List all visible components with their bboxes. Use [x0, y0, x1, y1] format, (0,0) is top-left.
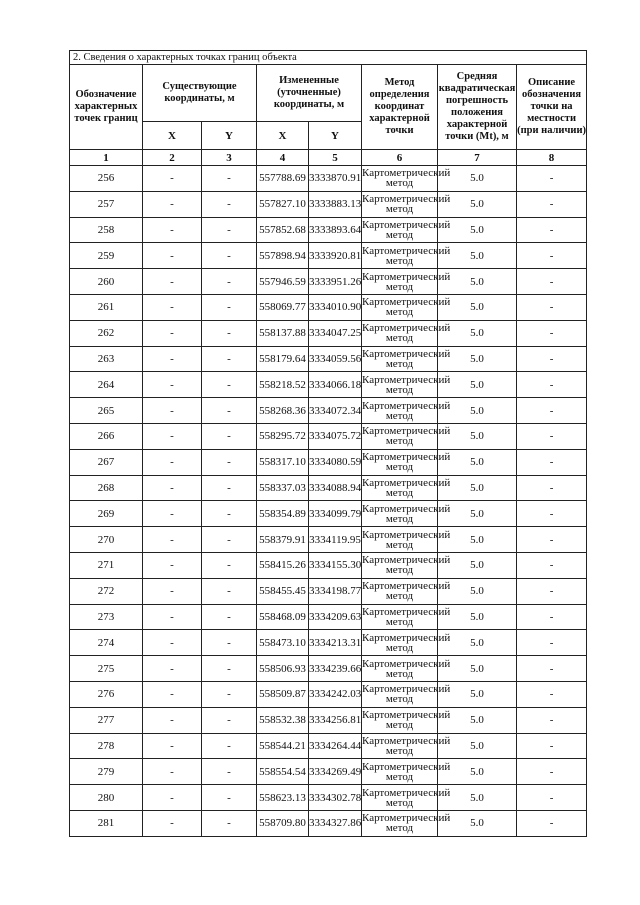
cell-existing-x: - — [143, 810, 202, 836]
cell-error: 5.0 — [438, 475, 517, 501]
cell-method: Картометрический метод — [362, 709, 451, 732]
cell-point: 256 — [70, 166, 143, 192]
cell-point: 274 — [70, 630, 143, 656]
cell-error: 5.0 — [438, 423, 517, 449]
cell-method: Картометрический метод — [362, 322, 451, 345]
cell-method: Картометрический метод — [362, 605, 451, 628]
header-method: Метод определения координат характерной точки — [362, 65, 438, 150]
cell-existing-x: - — [143, 372, 202, 398]
cell-point: 258 — [70, 217, 143, 243]
cell-method: Картометрический метод — [362, 451, 451, 474]
cell-error: 5.0 — [438, 501, 517, 527]
cell-method: Картометрический метод — [362, 786, 451, 809]
cell-changed-y: 3334010.90 — [309, 294, 362, 320]
cell-description: - — [517, 372, 587, 398]
cell-existing-y: - — [202, 604, 257, 630]
cell-changed-y: 3334075.72 — [309, 423, 362, 449]
cell-point: 268 — [70, 475, 143, 501]
cell-changed-x: 557898.94 — [257, 243, 309, 269]
table-row — [70, 243, 587, 269]
cell-existing-x: - — [143, 578, 202, 604]
cell-error: 5.0 — [438, 785, 517, 811]
cell-changed-x: 557852.68 — [257, 217, 309, 243]
cell-description: - — [517, 759, 587, 785]
cell-method: Картометрический метод — [362, 631, 451, 654]
cell-changed-y: 3334072.34 — [309, 398, 362, 424]
table-row — [70, 656, 587, 682]
header-existing-y: Y — [202, 122, 257, 150]
boundary-points-table — [69, 50, 587, 837]
cell-error: 5.0 — [438, 810, 517, 836]
cell-error: 5.0 — [438, 449, 517, 475]
cell-point: 271 — [70, 552, 143, 578]
cell-existing-y: - — [202, 733, 257, 759]
cell-method: Картометрический метод — [362, 683, 451, 706]
cell-existing-y: - — [202, 449, 257, 475]
cell-method: Картометрический метод — [362, 399, 451, 422]
cell-existing-y: - — [202, 320, 257, 346]
header-error: Средняя квадратическая погрешность положения характерной точки (Mt), м — [438, 65, 517, 150]
cell-method: Картометрический метод — [362, 167, 451, 190]
cell-error: 5.0 — [438, 217, 517, 243]
cell-changed-y: 3334209.63 — [309, 604, 362, 630]
cell-existing-y: - — [202, 423, 257, 449]
cell-changed-y: 3334242.03 — [309, 681, 362, 707]
cell-description: - — [517, 243, 587, 269]
cell-changed-x: 558268.36 — [257, 398, 309, 424]
cell-point: 265 — [70, 398, 143, 424]
cell-point: 272 — [70, 578, 143, 604]
cell-point: 277 — [70, 707, 143, 733]
cell-existing-y: - — [202, 475, 257, 501]
cell-changed-x: 558532.38 — [257, 707, 309, 733]
table-row — [70, 475, 587, 501]
cell-description: - — [517, 398, 587, 424]
cell-existing-y: - — [202, 501, 257, 527]
cell-description: - — [517, 810, 587, 836]
table-row — [70, 449, 587, 475]
cell-description: - — [517, 733, 587, 759]
cell-existing-y: - — [202, 269, 257, 295]
cell-changed-x: 558354.89 — [257, 501, 309, 527]
cell-existing-y: - — [202, 346, 257, 372]
cell-existing-x: - — [143, 759, 202, 785]
cell-changed-y: 3333920.81 — [309, 243, 362, 269]
cell-point: 278 — [70, 733, 143, 759]
column-number: 8 — [517, 150, 587, 166]
table-row — [70, 733, 587, 759]
cell-point: 267 — [70, 449, 143, 475]
cell-existing-y: - — [202, 372, 257, 398]
cell-point: 257 — [70, 191, 143, 217]
cell-description: - — [517, 346, 587, 372]
cell-changed-y: 3334213.31 — [309, 630, 362, 656]
table-row — [70, 191, 587, 217]
cell-point: 276 — [70, 681, 143, 707]
cell-error: 5.0 — [438, 733, 517, 759]
cell-existing-x: - — [143, 423, 202, 449]
cell-existing-y: - — [202, 243, 257, 269]
header-existing-x: X — [143, 122, 202, 150]
cell-existing-x: - — [143, 604, 202, 630]
cell-changed-x: 558473.10 — [257, 630, 309, 656]
column-number: 1 — [70, 150, 143, 166]
cell-error: 5.0 — [438, 604, 517, 630]
cell-description: - — [517, 423, 587, 449]
cell-point: 261 — [70, 294, 143, 320]
cell-point: 260 — [70, 269, 143, 295]
table-row — [70, 398, 587, 424]
cell-existing-y: - — [202, 578, 257, 604]
cell-changed-y: 3334099.79 — [309, 501, 362, 527]
cell-method: Картометрический метод — [362, 760, 451, 783]
cell-existing-x: - — [143, 398, 202, 424]
cell-changed-y: 3334155.30 — [309, 552, 362, 578]
table-row — [70, 423, 587, 449]
cell-description: - — [517, 269, 587, 295]
cell-description: - — [517, 630, 587, 656]
cell-point: 281 — [70, 810, 143, 836]
cell-existing-y: - — [202, 656, 257, 682]
column-number: 3 — [202, 150, 257, 166]
table-row — [70, 269, 587, 295]
cell-changed-x: 558317.10 — [257, 449, 309, 475]
cell-changed-y: 3334047.25 — [309, 320, 362, 346]
column-number: 6 — [362, 150, 438, 166]
cell-error: 5.0 — [438, 552, 517, 578]
cell-existing-x: - — [143, 501, 202, 527]
cell-error: 5.0 — [438, 656, 517, 682]
table-row — [70, 294, 587, 320]
column-number: 2 — [143, 150, 202, 166]
cell-error: 5.0 — [438, 527, 517, 553]
cell-changed-x: 558069.77 — [257, 294, 309, 320]
cell-method: Картометрический метод — [362, 476, 451, 499]
table-row — [70, 166, 587, 192]
cell-point: 275 — [70, 656, 143, 682]
cell-method: Картометрический метод — [362, 425, 451, 448]
cell-changed-y: 3333951.26 — [309, 269, 362, 295]
cell-method: Картометрический метод — [362, 580, 451, 603]
cell-existing-x: - — [143, 320, 202, 346]
cell-description: - — [517, 527, 587, 553]
cell-changed-y: 3334256.81 — [309, 707, 362, 733]
cell-changed-x: 558455.45 — [257, 578, 309, 604]
cell-point: 270 — [70, 527, 143, 553]
cell-description: - — [517, 320, 587, 346]
cell-error: 5.0 — [438, 759, 517, 785]
cell-changed-y: 3334080.59 — [309, 449, 362, 475]
cell-point: 264 — [70, 372, 143, 398]
table-row — [70, 604, 587, 630]
cell-description: - — [517, 475, 587, 501]
section-title: 2. Сведения о характерных точках границ объекта — [70, 51, 587, 65]
cell-existing-x: - — [143, 681, 202, 707]
cell-point: 259 — [70, 243, 143, 269]
cell-method: Картометрический метод — [362, 193, 451, 216]
header-changed-x: X — [257, 122, 309, 150]
cell-changed-y: 3334269.49 — [309, 759, 362, 785]
cell-error: 5.0 — [438, 707, 517, 733]
table-row — [70, 578, 587, 604]
cell-existing-y: - — [202, 294, 257, 320]
cell-method: Картометрический метод — [362, 657, 451, 680]
cell-changed-x: 557827.10 — [257, 191, 309, 217]
cell-existing-x: - — [143, 243, 202, 269]
cell-description: - — [517, 449, 587, 475]
cell-existing-x: - — [143, 346, 202, 372]
cell-existing-y: - — [202, 759, 257, 785]
cell-existing-x: - — [143, 707, 202, 733]
column-number: 5 — [309, 150, 362, 166]
table-row — [70, 501, 587, 527]
cell-changed-x: 558468.09 — [257, 604, 309, 630]
cell-existing-x: - — [143, 733, 202, 759]
cell-description: - — [517, 191, 587, 217]
cell-error: 5.0 — [438, 269, 517, 295]
table-row — [70, 527, 587, 553]
cell-existing-y: - — [202, 217, 257, 243]
header-changed-coords: Измененные (уточненные) координаты, м — [257, 65, 362, 122]
table-row — [70, 217, 587, 243]
cell-existing-y: - — [202, 785, 257, 811]
cell-method: Картометрический метод — [362, 244, 451, 267]
cell-changed-x: 558415.26 — [257, 552, 309, 578]
cell-changed-y: 3334239.66 — [309, 656, 362, 682]
column-number: 7 — [438, 150, 517, 166]
table-row — [70, 630, 587, 656]
cell-changed-y: 3334088.94 — [309, 475, 362, 501]
cell-changed-x: 558337.03 — [257, 475, 309, 501]
cell-existing-y: - — [202, 527, 257, 553]
cell-existing-y: - — [202, 552, 257, 578]
header-designation: Обозначение характерных точек границ — [70, 65, 143, 150]
cell-method: Картометрический метод — [362, 812, 451, 835]
cell-error: 5.0 — [438, 243, 517, 269]
table-row — [70, 707, 587, 733]
cell-changed-x: 558554.54 — [257, 759, 309, 785]
cell-description: - — [517, 578, 587, 604]
header-changed-y: Y — [309, 122, 362, 150]
cell-method: Картометрический метод — [362, 296, 451, 319]
cell-error: 5.0 — [438, 166, 517, 192]
cell-error: 5.0 — [438, 346, 517, 372]
cell-existing-x: - — [143, 630, 202, 656]
cell-changed-x: 558179.64 — [257, 346, 309, 372]
cell-point: 280 — [70, 785, 143, 811]
cell-method: Картометрический метод — [362, 347, 451, 370]
table-row — [70, 372, 587, 398]
cell-method: Картометрический метод — [362, 270, 451, 293]
table-row — [70, 759, 587, 785]
cell-point: 269 — [70, 501, 143, 527]
cell-method: Картометрический метод — [362, 502, 451, 525]
cell-changed-x: 557946.59 — [257, 269, 309, 295]
cell-changed-y: 3334302.78 — [309, 785, 362, 811]
table-row — [70, 552, 587, 578]
cell-changed-x: 558623.13 — [257, 785, 309, 811]
cell-existing-x: - — [143, 656, 202, 682]
cell-existing-x: - — [143, 785, 202, 811]
cell-changed-x: 558218.52 — [257, 372, 309, 398]
cell-point: 266 — [70, 423, 143, 449]
cell-method: Картометрический метод — [362, 218, 451, 241]
cell-changed-y: 3334066.18 — [309, 372, 362, 398]
cell-changed-x: 557788.69 — [257, 166, 309, 192]
cell-description: - — [517, 166, 587, 192]
cell-error: 5.0 — [438, 191, 517, 217]
cell-description: - — [517, 501, 587, 527]
cell-existing-x: - — [143, 294, 202, 320]
cell-point: 279 — [70, 759, 143, 785]
cell-existing-x: - — [143, 475, 202, 501]
cell-changed-x: 558506.93 — [257, 656, 309, 682]
cell-changed-x: 558379.91 — [257, 527, 309, 553]
column-number: 4 — [257, 150, 309, 166]
column-numbers-row — [70, 150, 587, 166]
cell-changed-x: 558509.87 — [257, 681, 309, 707]
header-existing-coords: Существующие координаты, м — [143, 65, 257, 122]
cell-method: Картометрический метод — [362, 373, 451, 396]
cell-point: 263 — [70, 346, 143, 372]
table-row — [70, 785, 587, 811]
cell-description: - — [517, 552, 587, 578]
cell-changed-y: 3333893.64 — [309, 217, 362, 243]
cell-error: 5.0 — [438, 630, 517, 656]
cell-description: - — [517, 604, 587, 630]
cell-point: 273 — [70, 604, 143, 630]
cell-existing-y: - — [202, 398, 257, 424]
cell-existing-x: - — [143, 449, 202, 475]
cell-existing-y: - — [202, 681, 257, 707]
table-row — [70, 810, 587, 836]
cell-changed-x: 558709.80 — [257, 810, 309, 836]
cell-description: - — [517, 294, 587, 320]
cell-changed-y: 3334327.86 — [309, 810, 362, 836]
cell-existing-x: - — [143, 166, 202, 192]
cell-changed-y: 3333870.91 — [309, 166, 362, 192]
cell-error: 5.0 — [438, 398, 517, 424]
cell-method: Картометрический метод — [362, 528, 451, 551]
cell-existing-x: - — [143, 217, 202, 243]
cell-changed-y: 3334119.95 — [309, 527, 362, 553]
cell-description: - — [517, 217, 587, 243]
table-row — [70, 681, 587, 707]
cell-description: - — [517, 707, 587, 733]
cell-existing-y: - — [202, 191, 257, 217]
cell-error: 5.0 — [438, 294, 517, 320]
cell-existing-x: - — [143, 527, 202, 553]
cell-method: Картометрический метод — [362, 734, 451, 757]
table-row — [70, 346, 587, 372]
cell-error: 5.0 — [438, 320, 517, 346]
cell-existing-x: - — [143, 269, 202, 295]
cell-error: 5.0 — [438, 372, 517, 398]
cell-existing-x: - — [143, 552, 202, 578]
cell-changed-y: 3334264.44 — [309, 733, 362, 759]
cell-existing-y: - — [202, 810, 257, 836]
cell-description: - — [517, 785, 587, 811]
cell-existing-x: - — [143, 191, 202, 217]
cell-existing-y: - — [202, 707, 257, 733]
cell-changed-y: 3334059.56 — [309, 346, 362, 372]
cell-changed-y: 3333883.13 — [309, 191, 362, 217]
header-description: Описание обозначения точки на местности (при наличии) — [517, 65, 587, 150]
cell-error: 5.0 — [438, 578, 517, 604]
cell-description: - — [517, 681, 587, 707]
cell-existing-y: - — [202, 166, 257, 192]
cell-changed-x: 558295.72 — [257, 423, 309, 449]
cell-changed-y: 3334198.77 — [309, 578, 362, 604]
cell-changed-x: 558544.21 — [257, 733, 309, 759]
cell-error: 5.0 — [438, 681, 517, 707]
cell-changed-x: 558137.88 — [257, 320, 309, 346]
table-row — [70, 320, 587, 346]
cell-point: 262 — [70, 320, 143, 346]
cell-method: Картометрический метод — [362, 554, 451, 577]
cell-existing-y: - — [202, 630, 257, 656]
cell-description: - — [517, 656, 587, 682]
